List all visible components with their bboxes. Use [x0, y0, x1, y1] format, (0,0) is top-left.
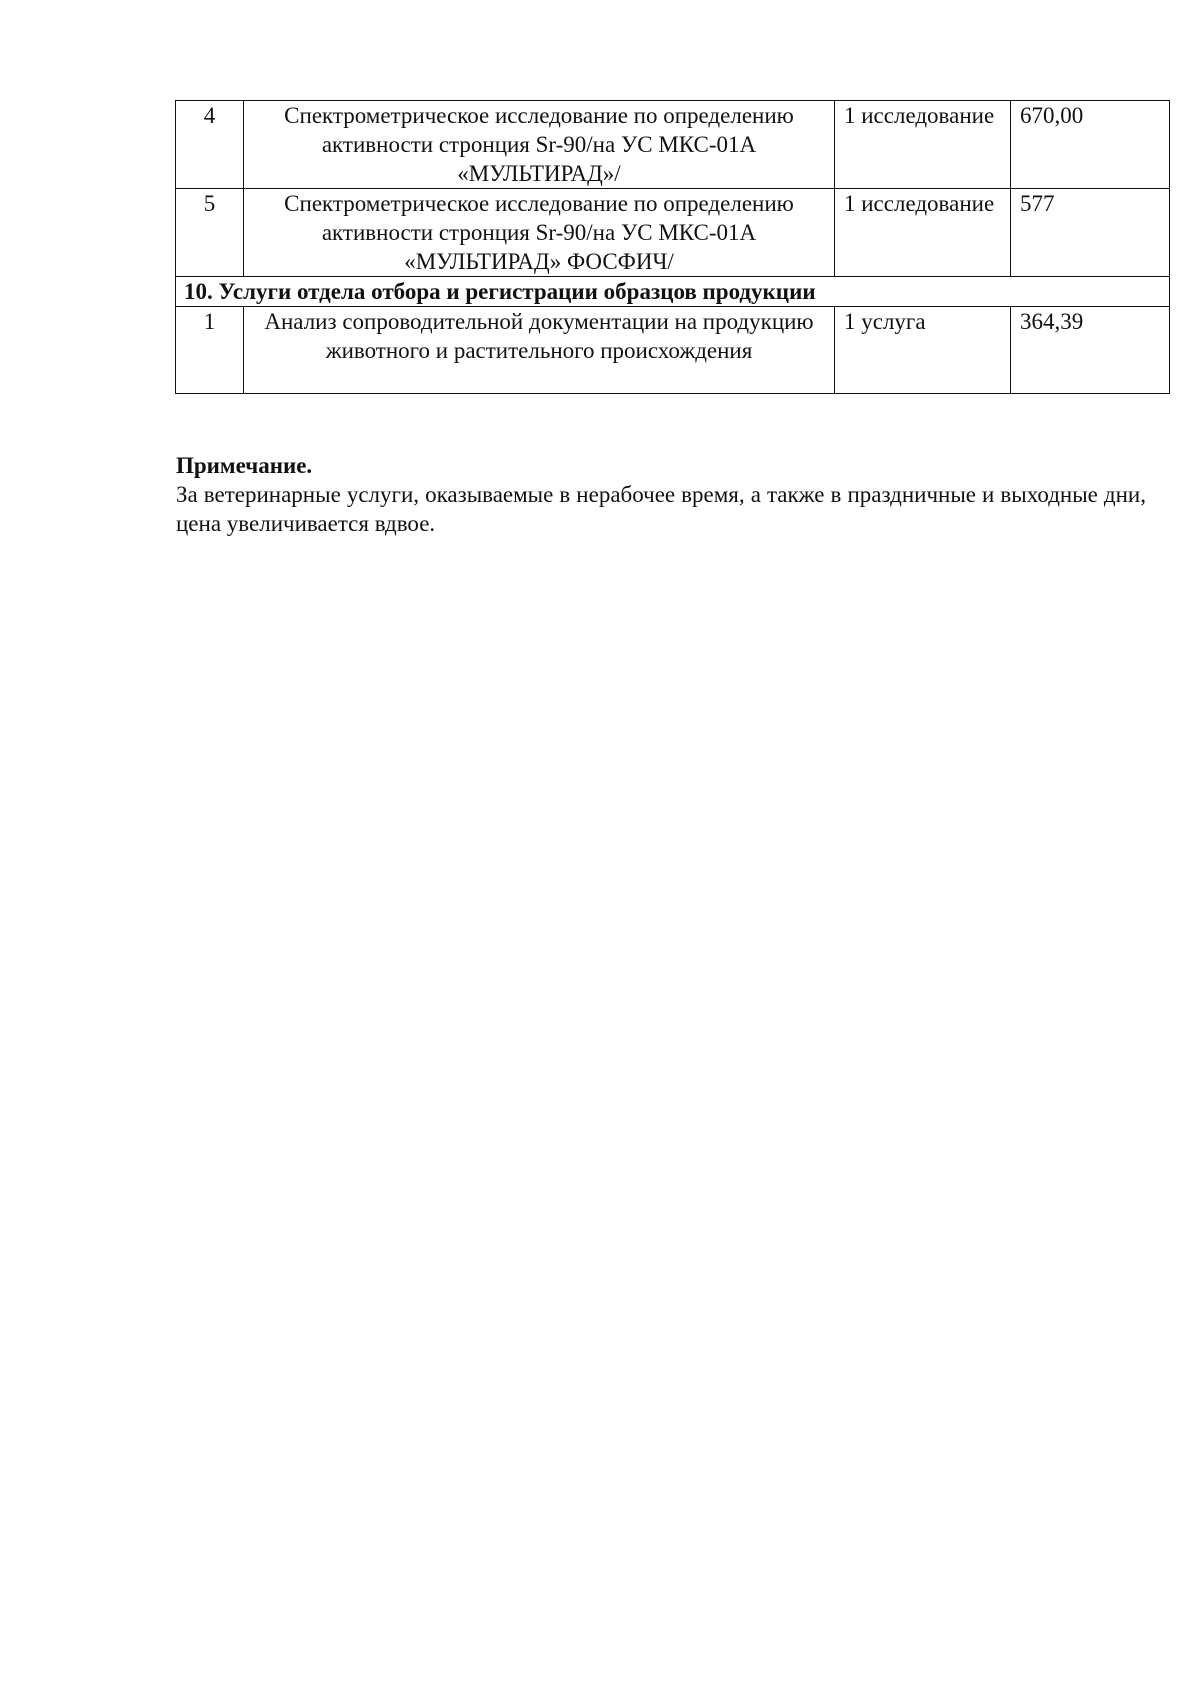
table-row — [176, 307, 1170, 394]
service-price: 670,00 — [1011, 101, 1170, 189]
note-block — [176, 451, 1146, 538]
price-table — [175, 100, 1170, 394]
note-title: Примечание. — [176, 453, 313, 478]
section-header-row — [176, 277, 1170, 307]
service-description: Спектрометрическое исследование по определению активности стронция Sr-90/на УС МКС-01А «МУЛЬТИРАД»/ — [244, 101, 835, 189]
row-number: 1 — [176, 307, 244, 394]
section-title: 10. Услуги отдела отбора и регистрации образцов продукции — [176, 277, 1170, 307]
service-description: Анализ сопроводительной документации на продукцию животного и растительного происхождения — [244, 307, 835, 394]
note-text: За ветеринарные услуги, оказываемые в нерабочее время, а также в праздничные и выходные дни, цена увеличивается вдвое. — [176, 482, 1146, 536]
table-row — [176, 101, 1170, 189]
service-price: 577 — [1011, 189, 1170, 277]
service-unit: 1 услуга — [835, 307, 1011, 394]
service-unit: 1 исследование — [835, 101, 1011, 189]
service-description: Спектрометрическое исследование по определению активности стронция Sr-90/на УС МКС-01А «МУЛЬТИРАД» ФОСФИЧ/ — [244, 189, 835, 277]
table-row — [176, 189, 1170, 277]
service-unit: 1 исследование — [835, 189, 1011, 277]
row-number: 5 — [176, 189, 244, 277]
row-number: 4 — [176, 101, 244, 189]
service-price: 364,39 — [1011, 307, 1170, 394]
